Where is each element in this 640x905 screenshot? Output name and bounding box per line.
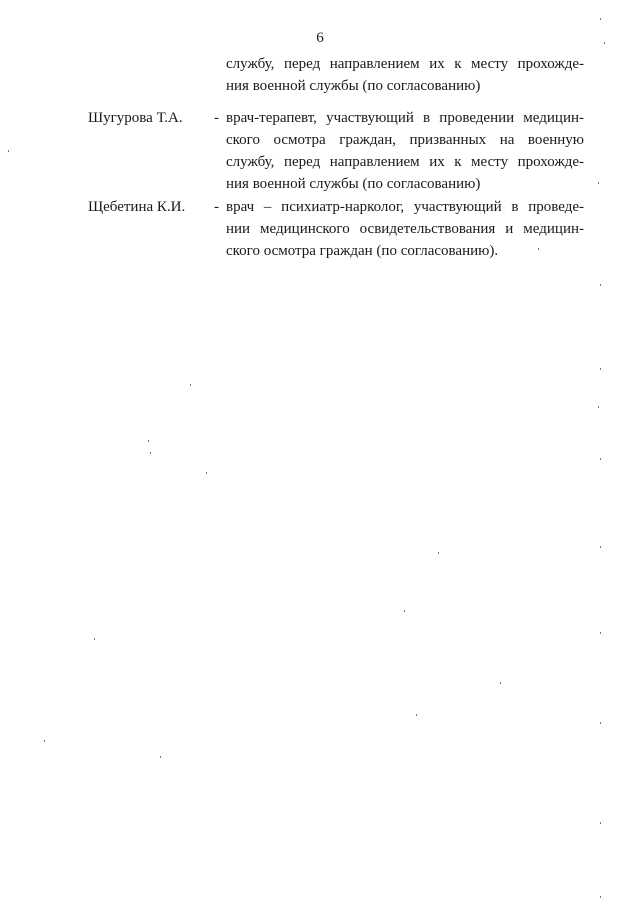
scan-speck (44, 740, 45, 742)
description-line: нии медицинского освидетельствования и медицин- (226, 221, 584, 237)
scan-speck (600, 822, 601, 824)
scan-speck (598, 406, 599, 408)
scan-speck (190, 384, 191, 386)
scan-speck (94, 638, 95, 640)
scan-speck (604, 42, 605, 44)
scan-speck (160, 756, 161, 758)
entry-description (226, 196, 584, 262)
scan-speck (404, 610, 405, 612)
person-name: Шугурова Т.А. (88, 110, 183, 126)
entry-description (226, 53, 584, 97)
description-line: ского осмотра граждан, призванных на военную (226, 132, 584, 148)
scan-speck (500, 682, 501, 684)
description-line: врач-терапевт, участвующий в проведении медицин- (226, 110, 584, 126)
description-line: ского осмотра граждан (по согласованию). (226, 243, 499, 259)
entry-dash: - (214, 110, 219, 126)
description-line: ния военной службы (по согласованию) (226, 176, 481, 192)
scan-speck (600, 722, 601, 724)
scan-speck (600, 284, 601, 286)
scan-speck (600, 458, 601, 460)
description-line: врач – психиатр-нарколог, участвующий в проведе- (226, 199, 584, 215)
scan-speck (600, 632, 601, 634)
scan-speck (148, 440, 149, 442)
scan-speck (600, 546, 601, 548)
scan-speck (206, 472, 207, 474)
entry-dash: - (214, 199, 219, 215)
page-number: 6 (316, 30, 324, 46)
description-line: службу, перед направлением их к месту прохожде- (226, 154, 584, 170)
entry-description (226, 107, 584, 195)
scan-speck (538, 248, 539, 250)
scan-speck (600, 368, 601, 370)
scan-speck (598, 182, 599, 184)
person-name: Щебетина К.И. (88, 199, 186, 215)
scan-speck (416, 714, 417, 716)
scan-speck (600, 18, 601, 20)
description-line: ния военной службы (по согласованию) (226, 78, 481, 94)
scan-speck (600, 896, 601, 898)
scan-speck (150, 452, 151, 454)
description-line: службу, перед направлением их к месту прохожде- (226, 56, 584, 72)
scan-speck (438, 552, 439, 554)
scan-speck (8, 150, 9, 152)
